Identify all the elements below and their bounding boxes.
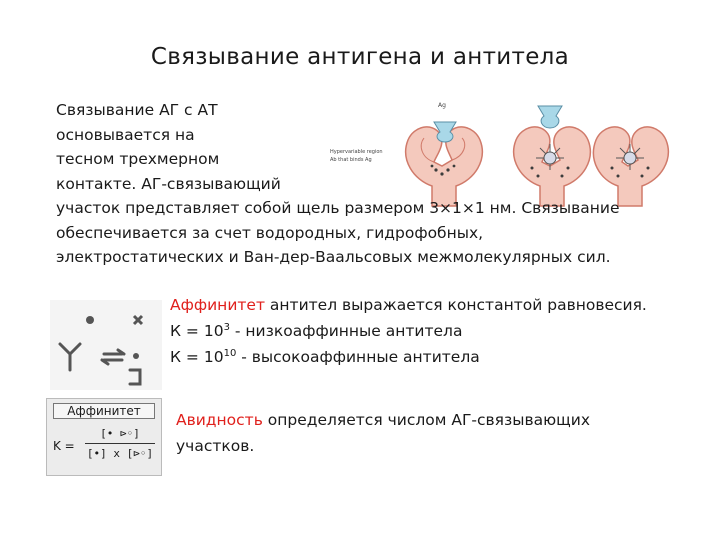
figure-label-hypervariable: Hypervariable region [330,149,383,155]
intro-line: электростатических и Ван-дер-Ваальсовых межмолекулярных сил. [56,248,611,266]
avidity-definition: определяется числом АГ-связывающих [262,411,590,429]
figure-label-ab: Ab that binds Ag [330,157,372,163]
intro-line: контакте. АГ-связывающий [56,174,281,193]
k-low-prefix: К = 10 [170,322,224,340]
avidity-line2: участков. [176,437,255,455]
formula-k: K = [53,439,75,453]
figure-label-ag: Ag [438,102,446,109]
affinity-term: Аффинитет [170,296,265,314]
k-high-line [170,344,647,370]
k-low-exponent: 3 [223,322,230,333]
formula-header: Аффинитет [53,403,155,419]
formula-fraction-bar [85,443,155,444]
k-low-line [170,318,647,344]
k-high-prefix: К = 10 [170,348,224,366]
intro-line: основывается на [56,125,195,144]
intro-text [56,98,620,270]
avidity-block [176,407,590,459]
slide-title: Связывание антигена и антитела [150,44,570,70]
affinity-block [170,292,647,370]
avidity-term: Авидность [176,411,263,429]
intro-line: участок представляет собой щель размером 3×1×1 нм. Связывание [56,199,620,217]
k-low-description: - низкоаффинные антитела [229,322,463,340]
intro-line: обеспечивается за счет водородных, гидрофобных, [56,223,484,242]
formula-denominator: [•] x [⊳◦] [86,447,154,460]
affinity-definition: антител выражается константой равновесия. [264,296,647,314]
k-high-description: - высокоаффинные антитела [236,348,480,366]
affinity-formula-box [46,398,162,476]
formula-numerator: [• ⊳◦] [100,427,140,440]
intro-line: тесном трехмерном [56,150,220,168]
equilibrium-sketch [50,300,162,390]
k-high-exponent: 10 [223,348,237,359]
intro-line: Связывание АГ с АТ [56,101,218,119]
